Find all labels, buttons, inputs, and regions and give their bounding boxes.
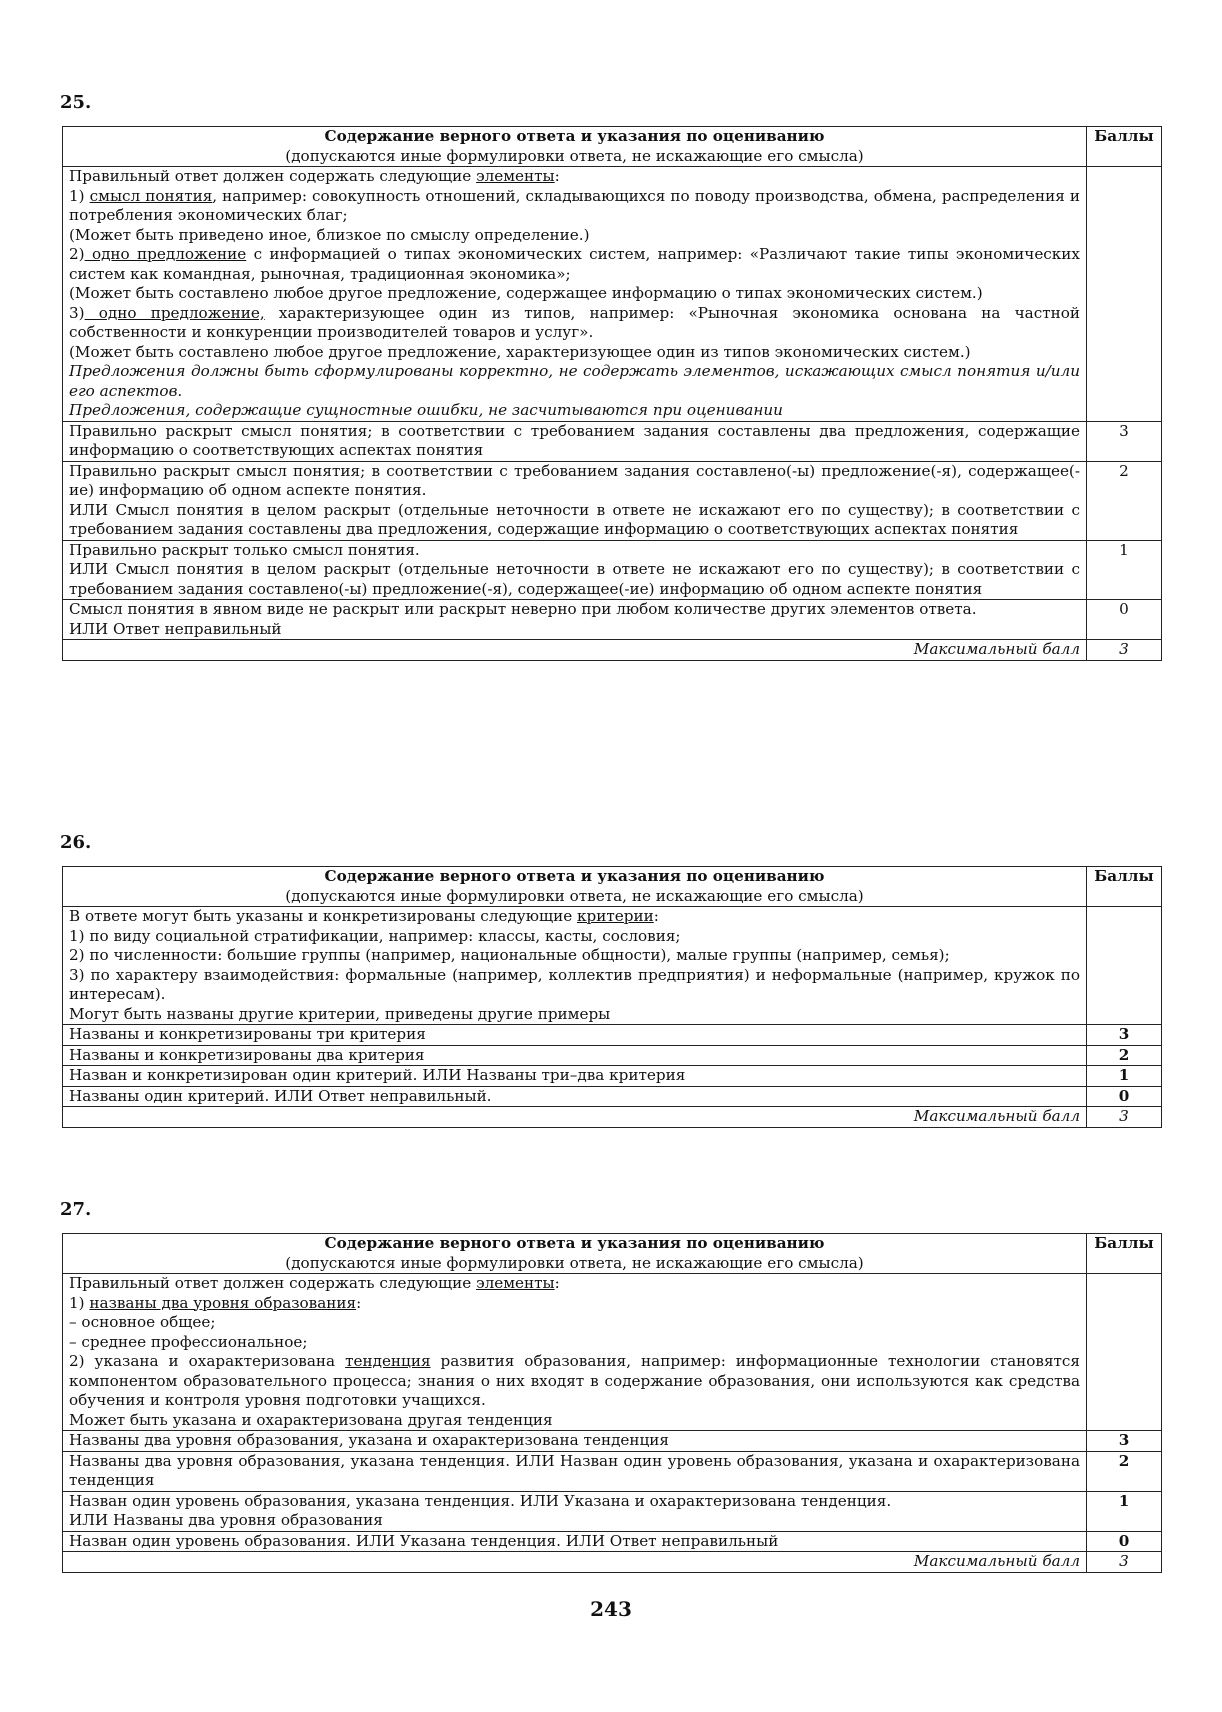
header-title: Содержание верного ответа и указания по оцениванию	[324, 867, 825, 885]
header-title: Содержание верного ответа и указания по оцениванию	[324, 1234, 825, 1252]
table-header-row	[63, 127, 1162, 167]
grading-table-27	[62, 1233, 1162, 1573]
grading-table-26	[62, 866, 1162, 1128]
score-row: Правильно раскрыт смысл понятия; в соответствии с требованием задания составлены два предложения, содержащие информацию о соответствующих аспектах понятия 3	[63, 421, 1162, 461]
score-row: Правильно раскрыт только смысл понятия. ИЛИ Смысл понятия в целом раскрыт (отдельные неточности в ответе не искажают его по существу); в соответствии с требованием задания составлено(-ы) предложение(-я), содержащее(-ие) информацию об одном аспекте понятия 1	[63, 540, 1162, 600]
max-score-row: Максимальный балл 3	[63, 1552, 1162, 1573]
header-title: Содержание верного ответа и указания по оцениванию	[324, 127, 825, 145]
score-row: Названы и конкретизированы три критерия 3	[63, 1025, 1162, 1046]
answer-content: В ответе могут быть указаны и конкретизированы следующие критерии: 1) по виду социальной стратификации, например: классы, касты, сословия; 2) по численности: большие группы (например, национальные общности), малые группы (например, семья); 3) по характеру взаимодействия: формальные (например, коллектив предприятия) и неформальные (например, кружок по интересам). Могут быть названы другие критерии, приведены другие примеры	[63, 907, 1087, 1025]
grading-table-25	[62, 126, 1162, 661]
answer-content-row	[63, 167, 1162, 422]
header-subtitle: (допускаются иные формулировки ответа, не искажающие его смысла)	[285, 146, 864, 165]
score-row: Правильно раскрыт смысл понятия; в соответствии с требованием задания составлено(-ы) предложение(-я), содержащее(-ие) информацию об одном аспекте понятия. ИЛИ Смысл понятия в целом раскрыт (отдельные неточности в ответе не искажают его по существу); в соответствии с требованием задания составлены два предложения, содержащие информацию о соответствующих аспектах понятия 2	[63, 461, 1162, 540]
score-row: Названы два уровня образования, указана тенденция. ИЛИ Назван один уровень образования, указана и охарактеризована тенденция 2	[63, 1451, 1162, 1491]
score-header: Баллы	[1087, 867, 1162, 907]
header-subtitle: (допускаются иные формулировки ответа, не искажающие его смысла)	[285, 886, 864, 905]
score-header: Баллы	[1087, 127, 1162, 167]
score-row: Названы и конкретизированы два критерия 2	[63, 1045, 1162, 1066]
score-row: Назван один уровень образования, указана тенденция. ИЛИ Указана и охарактеризована тенденция. ИЛИ Названы два уровня образования 1	[63, 1491, 1162, 1531]
answer-content: Правильный ответ должен содержать следующие элементы: 1) смысл понятия, например: совокупность отношений, складывающихся по поводу производства, обмена, распределения и потребления экономических благ; (Может быть приведено иное, близкое по смыслу определение.) 2) одно предложение с информацией о типах экономических систем, например: «Различают такие типы экономических систем как командная, рыночная, традиционная экономика»; (Может быть составлено любое другое предложение, содержащее информацию о типах экономических систем.) 3) одно предложение, характеризующее один из типов, например: «Рыночная экономика основана на частной собственности и конкуренции производителей товаров и услуг». (Может быть составлено любое другое предложение, характеризующее один из типов экономических систем.) Предложения должны быть сформулированы корректно, не содержать элементов, искажающих смысл понятия и/или его аспектов. Предложения, содержащие сущностные ошибки, не засчитываются при оценивании	[63, 167, 1087, 422]
score-row: Назван и конкретизирован один критерий. ИЛИ Названы три–два критерия 1	[63, 1066, 1162, 1087]
question-number-25: 25.	[60, 92, 92, 113]
score-row: Названы два уровня образования, указана и охарактеризована тенденция 3	[63, 1431, 1162, 1452]
header-subtitle: (допускаются иные формулировки ответа, не искажающие его смысла)	[285, 1253, 864, 1272]
max-score-row: Максимальный балл 3	[63, 640, 1162, 661]
table-header-row	[63, 1234, 1162, 1274]
question-number-27: 27.	[60, 1199, 92, 1220]
score-row: Смысл понятия в явном виде не раскрыт или раскрыт неверно при любом количестве других элементов ответа. ИЛИ Ответ неправильный 0	[63, 600, 1162, 640]
table-header-row	[63, 867, 1162, 907]
answer-content-row	[63, 907, 1162, 1025]
answer-content-row	[63, 1274, 1162, 1431]
max-score-row: Максимальный балл 3	[63, 1107, 1162, 1128]
page-number: 243	[590, 1597, 632, 1621]
answer-content: Правильный ответ должен содержать следующие элементы: 1) названы два уровня образования: – основное общее; – среднее профессиональное; 2) указана и охарактеризована тенденция развития образования, например: информационные технологии становятся компонентом образовательного процесса; знания о них входят в содержание образования, они используются как средства обучения и контроля уровня подготовки учащихся. Может быть указана и охарактеризована другая тенденция	[63, 1274, 1087, 1431]
score-header: Баллы	[1087, 1234, 1162, 1274]
table-header-content	[63, 127, 1087, 167]
score-row: Названы один критерий. ИЛИ Ответ неправильный. 0	[63, 1086, 1162, 1107]
score-row: Назван один уровень образования. ИЛИ Указана тенденция. ИЛИ Ответ неправильный 0	[63, 1531, 1162, 1552]
question-number-26: 26.	[60, 832, 92, 853]
